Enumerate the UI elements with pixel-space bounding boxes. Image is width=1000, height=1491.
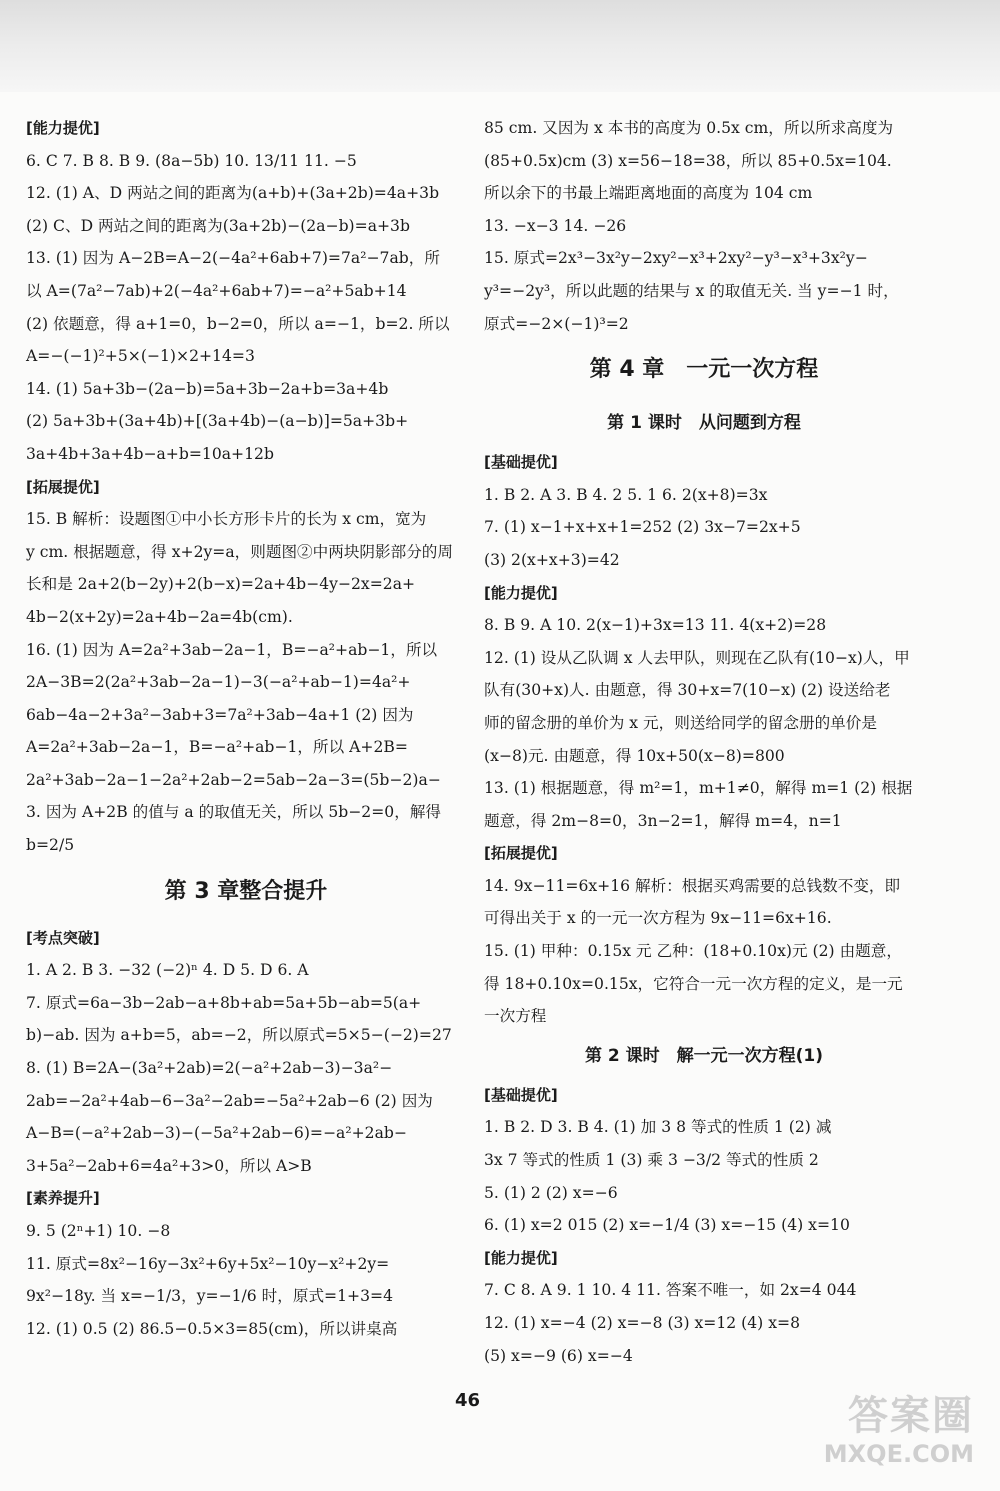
answer-line: 3. 因为 A+2B 的值与 a 的取值无关，所以 5b−2=0，解得 [26,803,442,822]
answer-line: 14. (1) 5a+3b−(2a−b)=5a+3b−2a+b=3a+4b [26,379,389,398]
answer-line: y³=−2y³，所以此题的结果与 x 的取值无关. 当 y=−1 时， [484,281,899,300]
answer-line: 9x²−18y. 当 x=−1/3，y=−1/6 时，原式=1+3=4 [26,1287,394,1306]
answer-line: 15. B 解析：设题图①中小长方形卡片的长为 x cm，宽为 [26,510,427,529]
answer-line: 1. B 2. A 3. B 4. 2 5. 1 6. 2(x+8)=3x [484,485,768,504]
right-column [484,112,924,1372]
answer-line: 可得出关于 x 的一元一次方程为 9x−11=6x+16. [484,909,832,928]
answer-line: (2) C、D 两站之间的距离为(3a+2b)−(2a−b)=a+3b [26,216,410,235]
answer-line: y cm. 根据题意，得 x+2y=a，则题图②中两块阴影部分的周 [26,542,453,561]
section-heading: [基础提优] [484,453,558,472]
answer-line: 15. (1) 甲种：0.15x 元 乙种：(18+0.10x)元 (2) 由题意， [484,942,902,961]
answer-line: 得 18+0.10x=0.15x，它符合一元一次方程的定义，是一元 [484,974,903,993]
answer-line: (2) 依题意，得 a+1=0，b−2=0，所以 a=−1，b=2. 所以 [26,314,450,333]
answer-line: (x−8)元. 由题意，得 10x+50(x−8)=800 [484,746,785,765]
answer-line: 5. (1) 2 (2) x=−6 [484,1183,618,1202]
answer-line: 7. C 8. A 9. 1 10. 4 11. 答案不唯一，如 2x=4 044 [484,1281,857,1300]
answer-line: 2A−3B=2(2a²+3ab−2a−1)−3(−a²+ab−1)=4a²+ [26,673,411,692]
section-heading: [能力提优] [484,583,558,602]
answer-line: 13. (1) 因为 A−2B=A−2(−4a²+6ab+7)=7a²−7ab，所 [26,249,440,268]
section-heading: [素养提升] [26,1189,100,1208]
answer-line: 14. 9x−11=6x+16 解析：根据买鸡需要的总钱数不变，即 [484,876,901,895]
answer-line: A=2a²+3ab−2a−1，B=−a²+ab−1，所以 A+2B= [26,738,408,757]
answer-line: 12. (1) A、D 两站之间的距离为(a+b)+(3a+2b)=4a+3b [26,184,440,203]
lesson-title: 第 1 课时 从问题到方程 [607,413,801,434]
answer-line: 4b−2(x+2y)=2a+4b−2a=4b(cm). [26,607,293,626]
lesson-title: 第 2 课时 解一元一次方程(1) [584,1045,824,1066]
answer-line: 8. (1) B=2A−(3a²+2ab)=2(−a²+2ab−3)−3a²− [26,1059,393,1078]
answer-line: A=−(−1)²+5×(−1)×2+14=3 [26,347,255,366]
answer-line: 3a+4b+3a+4b−a+b=10a+12b [26,444,274,463]
section-heading: [能力提优] [26,119,100,137]
answer-line: 6ab−4a−2+3a²−3ab+3=7a²+3ab−4a+1 (2) 因为 [26,705,414,724]
answer-line: 3+5a²−2ab+6=4a²+3>0，所以 A>B [26,1156,312,1175]
answer-line: 7. (1) x−1+x+x+1=252 (2) 3x−7=2x+5 [484,518,801,537]
answer-line: 9. 5 (2ⁿ+1) 10. −8 [26,1222,171,1240]
section-heading: [基础提优] [484,1085,558,1104]
chapter-title: 第 4 章 一元一次方程 [589,357,819,383]
answer-line: 13. (1) 根据题意，得 m²=1，m+1≠0，解得 m=1 (2) 根据 [484,779,913,798]
page-number: 46 [455,1390,481,1411]
answer-line: 13. −x−3 14. −26 [484,216,627,235]
section-heading: [拓展提优] [26,477,100,496]
answer-line: b=2/5 [26,836,75,855]
answer-line: 12. (1) 设从乙队调 x 人去甲队，则现在乙队有(10−x)人，甲 [484,648,910,667]
answer-line: 1. B 2. D 3. B 4. (1) 加 3 8 等式的性质 1 (2) 减 [484,1118,832,1137]
answer-line: 11. 原式=8x²−16y−3x²+6y+5x²−10y−x²+2y= [26,1254,390,1273]
answer-line: 队有(30+x)人. 由题意，得 30+x=7(10−x) (2) 设送给老 [484,681,891,700]
answer-line: A−B=(−a²+2ab−3)−(−5a²+2ab−6)=−a²+2ab− [26,1124,407,1143]
answer-line: 8. B 9. A 10. 2(x−1)+3x=13 11. 4(x+2)=28 [484,616,827,635]
answer-line: 2ab=−2a²+4ab−6−3a²−2ab=−5a²+2ab−6 (2) 因为 [26,1091,433,1110]
section-heading: [能力提优] [484,1248,558,1267]
answer-line: 一次方程 [484,1007,547,1026]
answer-line: 6. C 7. B 8. B 9. (8a−5b) 10. 13/11 11. −5 [26,151,357,170]
answer-line: 长和是 2a+2(b−2y)+2(b−x)=2a+4b−4y−2x=2a+ [26,575,416,594]
answer-line: 1. A 2. B 3. −32 (−2)ⁿ 4. D 5. D 6. A [26,961,309,980]
watermark-logo: 答案圈 MXQE.COM [823,1393,974,1468]
answer-line: 12. (1) 0.5 (2) 86.5−0.5×3=85(cm)，所以讲桌高 [26,1319,398,1338]
answer-line: 7. 原式=6a−3b−2ab−a+8b+ab=5a+5b−ab=5(a+ [26,993,422,1012]
left-column [26,112,466,1345]
answer-line: (5) x=−9 (6) x=−4 [484,1346,633,1365]
answer-line: 16. (1) 因为 A=2a²+3ab−2a−1，B=−a²+ab−1，所以 [26,640,438,659]
answer-line: 6. (1) x=2 015 (2) x=−1/4 (3) x=−15 (4) x=10 [484,1216,850,1235]
answer-line: (2) 5a+3b+(3a+4b)+[(3a+4b)−(a−b)]=5a+3b+ [26,412,409,431]
answer-line: 2a²+3ab−2a−1−2a²+2ab−2=5ab−2a−3=(5b−2)a− [26,770,441,789]
answer-line: 85 cm. 又因为 x 本书的高度为 0.5x cm，所以所求高度为 [484,119,894,137]
answer-line: 15. 原式=2x³−3x²y−2xy²−x³+2xy²−y³−x³+3x²y− [484,249,868,268]
section-heading: [考点突破] [26,928,100,947]
answer-line: (3) 2(x+x+3)=42 [484,550,620,569]
section-heading: [拓展提优] [484,844,558,863]
answer-line: 3x 7 等式的性质 1 (3) 乘 3 −3/2 等式的性质 2 [484,1151,819,1170]
answer-line: 师的留念册的单价为 x 元，则送给同学的留念册的单价是 [484,713,877,732]
chapter-title: 第 3 章整合提升 [164,878,328,904]
answer-line: 以 A=(7a²−7ab)+2(−4a²+6ab+7)=−a²+5ab+14 [26,281,407,300]
answer-line: 题意，得 2m−8=0，3n−2=1，解得 m=4，n=1 [484,811,842,830]
answer-line: 原式=−2×(−1)³=2 [484,314,629,333]
scan-top-band [0,0,1000,92]
answer-line: b)−ab. 因为 a+b=5，ab=−2，所以原式=5×5−(−2)=27 [26,1026,452,1045]
answer-line: (85+0.5x)cm (3) x=56−18=38，所以 85+0.5x=104. [484,151,892,170]
answer-line: 12. (1) x=−4 (2) x=−8 (3) x=12 (4) x=8 [484,1314,800,1332]
answer-line: 所以余下的书最上端距离地面的高度为 104 cm [484,184,813,203]
